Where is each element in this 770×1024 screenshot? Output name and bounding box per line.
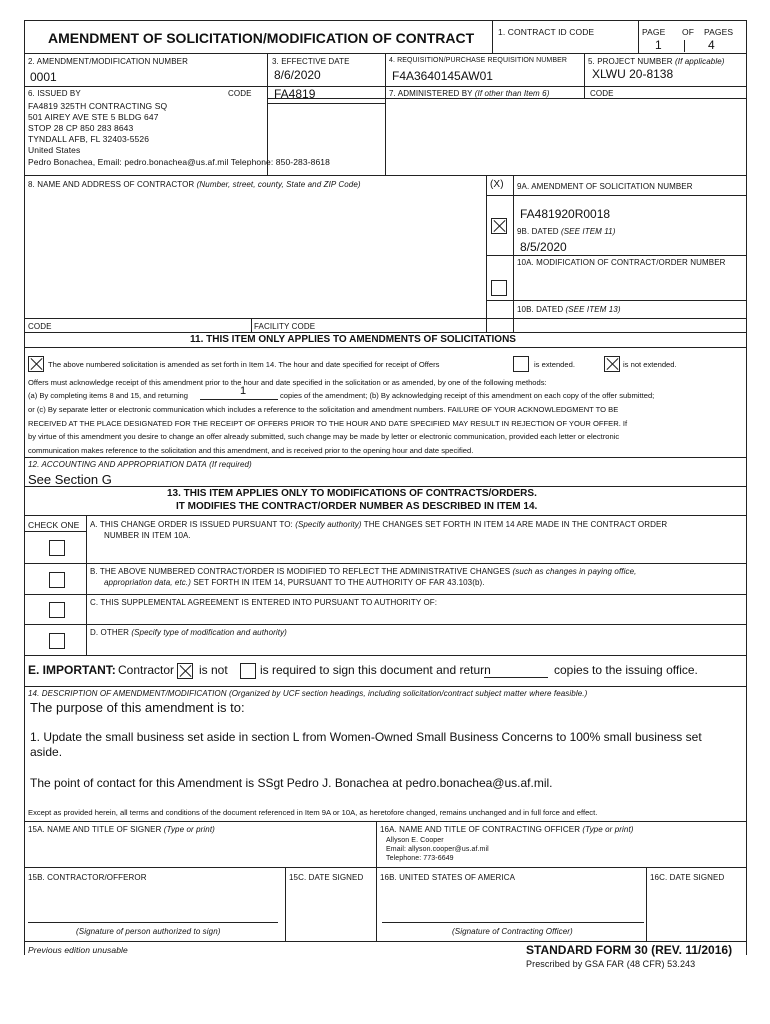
signer-name-label: 15A. NAME AND TITLE OF SIGNER (Type or print): [28, 825, 215, 834]
checkbox-is-not[interactable]: [177, 663, 193, 679]
checkbox-option-b[interactable]: [49, 572, 65, 588]
checkbox-option-c[interactable]: [49, 602, 65, 618]
description-purpose: The purpose of this amendment is to:: [30, 700, 245, 715]
standard-form-label: STANDARD FORM 30 (REV. 11/2016): [526, 943, 733, 957]
project-number-value[interactable]: XLWU 20-8138: [592, 67, 674, 81]
effective-date-label: 3. EFFECTIVE DATE: [272, 57, 350, 66]
issuer-address-line: STOP 28 CP 850 283 8643: [28, 123, 134, 133]
issued-code-value[interactable]: FA4819: [274, 87, 316, 101]
administered-by-label: 7. ADMINISTERED BY (If other than Item 6): [389, 89, 550, 98]
option-a-line-1: A. THIS CHANGE ORDER IS ISSUED PURSUANT TO: (Specify authority) THE CHANGES SET FORTH IN ITEM 14 ARE MADE IN THE CONTRACT ORDER: [90, 520, 668, 529]
option-a-line-2: NUMBER IN ITEM 10A.: [104, 531, 191, 540]
failure-warning: RECEIVED AT THE PLACE DESIGNATED FOR THE RECEIPT OF OFFERS PRIOR TO THE HOUR AND DATE SPECIFIED MAY RESULT IN REJECTION OF YOUR OFFER. If: [28, 419, 628, 428]
dated-9b-label: 9B. DATED (SEE ITEM 11): [517, 227, 616, 236]
page-label: PAGE: [642, 27, 666, 37]
checkbox-option-d[interactable]: [49, 633, 65, 649]
item-13-heading-2: IT MODIFIES THE CONTRACT/ORDER NUMBER AS DESCRIBED IN ITEM 14.: [176, 501, 538, 512]
accounting-label: 12. ACCOUNTING AND APPROPRIATION DATA (If required): [28, 460, 252, 469]
contractor-offeror-label: 15B. CONTRACTOR/OFFEROR: [28, 873, 147, 882]
dated-9b-value[interactable]: 8/5/2020: [520, 240, 567, 254]
important-row: E. IMPORTANT:: [28, 663, 116, 677]
signature-officer-caption: (Signature of Contracting Officer): [452, 927, 573, 936]
requisition-number-value[interactable]: F4A3640145AW01: [392, 69, 493, 83]
amendment-number-label: 2. AMENDMENT/MODIFICATION NUMBER: [28, 57, 188, 66]
acknowledge-method-a: (a) By completing items 8 and 15, and returning: [28, 391, 188, 400]
description-label: 14. DESCRIPTION OF AMENDMENT/MODIFICATION (Organized by UCF section headings, including solicitation/contract subject matter where feasible.): [28, 689, 588, 698]
acknowledge-method-c: or (c) By separate letter or electronic communication which includes a reference to the solicitation and amendment numbers. FAILURE OF YOUR ACKNOWLEDGMENT TO BE: [28, 405, 619, 414]
contract-id-label: 1. CONTRACT ID CODE: [498, 27, 595, 37]
amendment-number-value[interactable]: 0001: [30, 70, 57, 84]
checkbox-9b[interactable]: [491, 218, 507, 234]
check-one-label: CHECK ONE: [28, 520, 80, 530]
important-contractor: Contractor: [118, 663, 175, 677]
checkbox-is-extended[interactable]: [513, 356, 529, 372]
checkbox-amended[interactable]: [28, 356, 44, 372]
officer-phone: Telephone: 773-6649: [386, 855, 454, 862]
officer-email: Email: allyson.cooper@us.af.mil: [386, 846, 489, 853]
description-update: 1. Update the small business set aside in section L from Women-Owned Small Business Concerns to 100% small business set aside.: [30, 730, 702, 759]
acknowledge-line: Offers must acknowledge receipt of this amendment prior to the hour and date specified in the solicitation or as amended, by one of the following methods:: [28, 378, 547, 387]
important-is-not: is not: [199, 663, 228, 677]
option-d-line: D. OTHER (Specify type of modification and authority): [90, 628, 287, 637]
important-is-required: is required to sign this document and return: [260, 663, 491, 677]
option-c-line: C. THIS SUPPLEMENTAL AGREEMENT IS ENTERED INTO PURSUANT TO AUTHORITY OF:: [90, 598, 438, 607]
solicitation-number-label: 9A. AMENDMENT OF SOLICITATION NUMBER: [517, 182, 693, 191]
contractor-date-label: 15C. DATE SIGNED: [289, 873, 364, 882]
copies-count[interactable]: 1: [240, 385, 247, 397]
form-title: AMENDMENT OF SOLICITATION/MODIFICATION OF CONTRACT: [48, 30, 475, 46]
usa-label: 16B. UNITED STATES OF AMERICA: [380, 873, 516, 882]
checkbox-is-required[interactable]: [240, 663, 256, 679]
dated-10b-label: 10B. DATED (SEE ITEM 13): [517, 305, 621, 314]
issuer-address-line: 501 AIREY AVE STE 5 BLDG 647: [28, 112, 159, 122]
total-pages: 4: [708, 38, 715, 52]
is-extended-label: is extended.: [534, 360, 575, 369]
officer-name: Allyson E. Cooper: [386, 837, 444, 844]
checkbox-option-a[interactable]: [49, 540, 65, 556]
modification-number-label: 10A. MODIFICATION OF CONTRACT/ORDER NUMBER: [517, 258, 726, 267]
except-text: Except as provided herein, all terms and conditions of the document referenced in Item 9A or 10A, as heretofore changed, remains unchanged and in full force and effect.: [28, 808, 598, 817]
issued-code-label: CODE: [228, 89, 252, 98]
contractor-code-label: CODE: [28, 322, 52, 331]
item-11-heading: 11. THIS ITEM ONLY APPLIES TO AMENDMENTS OF SOLICITATIONS: [190, 334, 516, 345]
signature-person-caption: (Signature of person authorized to sign): [76, 927, 221, 936]
issued-by-label: 6. ISSUED BY: [28, 89, 81, 98]
checkbox-10a[interactable]: [491, 280, 507, 296]
x-column-label: (X): [490, 179, 504, 190]
officer-date-label: 16C. DATE SIGNED: [650, 873, 725, 882]
project-number-label: 5. PROJECT NUMBER (If applicable): [588, 57, 725, 66]
facility-code-label: FACILITY CODE: [254, 322, 316, 331]
issuer-address-line: TYNDALL AFB, FL 32403-5526: [28, 134, 150, 144]
effective-date-value[interactable]: 8/6/2020: [274, 68, 321, 82]
reference-text: communication makes reference to the solicitation and this amendment, and is received prior to the opening hour and date specified.: [28, 446, 474, 455]
checkbox-is-not-extended[interactable]: [604, 356, 620, 372]
officer-name-label: 16A. NAME AND TITLE OF CONTRACTING OFFICER (Type or print): [380, 825, 634, 834]
contractor-label: 8. NAME AND ADDRESS OF CONTRACTOR (Number, street, county, State and ZIP Code): [28, 180, 361, 189]
description-poc: The point of contact for this Amendment is SSgt Pedro J. Bonachea at pedro.bonachea@us.af.mil.: [30, 776, 553, 790]
of-label: OF: [682, 27, 695, 37]
previous-edition: Previous edition unusable: [28, 945, 128, 955]
solicitation-number-value[interactable]: FA481920R0018: [520, 207, 611, 221]
prescribed-by: Prescribed by GSA FAR (48 CFR) 53.243: [526, 959, 696, 969]
administered-code-label: CODE: [590, 89, 614, 98]
requisition-number-label: 4. REQUISITION/PURCHASE REQUISITION NUMBER: [389, 57, 568, 64]
accounting-value[interactable]: See Section G: [28, 472, 112, 487]
issuer-address-line: FA4819 325TH CONTRACTING SQ: [28, 101, 168, 111]
page-number: 1: [655, 38, 662, 52]
option-b-line-1: B. THE ABOVE NUMBERED CONTRACT/ORDER IS MODIFIED TO REFLECT THE ADMINISTRATIVE CHANGES (such as changes in paying office,: [90, 567, 637, 576]
item-13-heading-1: 13. THIS ITEM APPLIES ONLY TO MODIFICATIONS OF CONTRACTS/ORDERS.: [167, 488, 537, 499]
option-b-line-2: appropriation data, etc.) SET FORTH IN ITEM 14, PURSUANT TO THE AUTHORITY OF FAR 43.103(b).: [104, 578, 485, 587]
acknowledge-method-b: copies of the amendment; (b) By acknowledging receipt of this amendment on each copy of the offer submitted;: [280, 391, 655, 400]
important-copies: copies to the issuing office.: [554, 663, 698, 677]
is-not-extended-label: is not extended.: [623, 360, 677, 369]
amended-text: The above numbered solicitation is amended as set forth in Item 14. The hour and date specified for receipt of Offers: [48, 360, 440, 369]
pages-label: PAGES: [704, 27, 734, 37]
change-offer-text: by virtue of this amendment you desire to change an offer already submitted, such change may be made by letter or electronic communication, provided each letter or electronic: [28, 432, 620, 441]
issuer-address-line: United States: [28, 145, 81, 155]
issuer-contact-line: Pedro Bonachea, Email: pedro.bonachea@us.af.mil Telephone: 850-283-8618: [28, 157, 330, 167]
